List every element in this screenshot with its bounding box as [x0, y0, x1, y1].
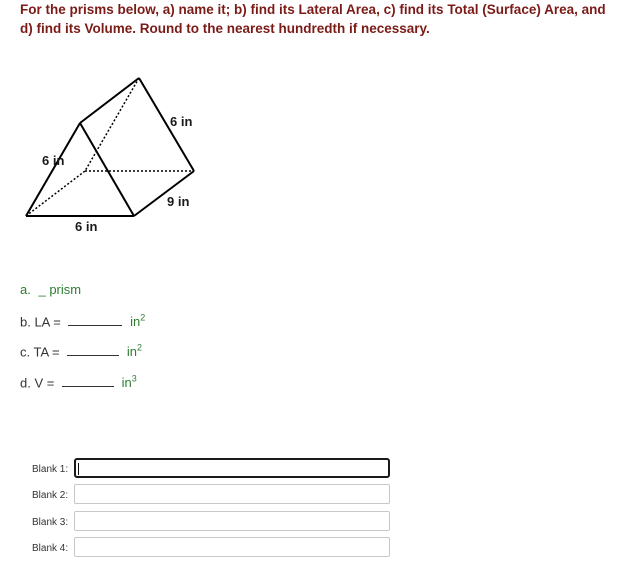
blank-4-input[interactable]	[74, 537, 390, 557]
answer-c-unit-text: in	[126, 344, 137, 360]
answer-c-unit	[127, 344, 142, 359]
blank-row-4	[0, 537, 400, 561]
answer-a-suffix: prism	[49, 282, 82, 297]
top-ridge-edge	[80, 78, 139, 123]
label-length: 9 in	[167, 194, 190, 209]
prompt-line-1: For the prisms below, a) name it; b) find its Lateral Area, c) find its Total (Surface) Area, and	[20, 2, 606, 17]
front-right-edge	[80, 123, 134, 216]
hidden-bottom-left-edge	[26, 171, 85, 216]
blank-row-2	[0, 484, 400, 508]
label-left-side: 6 in	[42, 153, 65, 168]
answer-d-blank-line	[62, 374, 114, 387]
text-caret	[78, 463, 79, 475]
blank-1-label: Blank 1:	[32, 464, 69, 475]
blank-1-input[interactable]	[74, 458, 390, 478]
answer-c-unit-exp: 2	[137, 343, 143, 353]
front-left-edge	[26, 123, 80, 216]
label-slant-side: 6 in	[170, 114, 193, 129]
answer-a-prefix: a.	[20, 282, 31, 297]
blank-3-input[interactable]	[74, 511, 390, 531]
blank-2-label: Blank 2:	[32, 490, 69, 501]
answer-a	[20, 282, 81, 297]
answer-c-prefix: c. TA =	[20, 344, 60, 360]
answer-d-prefix: d. V =	[20, 375, 55, 391]
blank-row-1	[0, 458, 400, 482]
answer-b	[20, 313, 145, 329]
answer-b-blank-line	[68, 313, 122, 326]
blank-4-label: Blank 4:	[32, 543, 69, 554]
hidden-back-left-edge	[85, 78, 139, 171]
answer-d	[20, 374, 137, 390]
answer-b-unit-exp: 2	[140, 313, 146, 323]
triangular-prism-figure	[0, 0, 618, 280]
answer-b-unit-text: in	[130, 314, 141, 330]
blank-2-input[interactable]	[74, 484, 390, 504]
blank-row-3	[0, 511, 400, 535]
answer-d-unit-exp: 3	[131, 374, 137, 384]
answer-d-unit	[122, 375, 137, 390]
answer-c	[20, 343, 142, 359]
answer-b-unit	[130, 314, 145, 329]
answer-d-unit-text: in	[121, 375, 132, 391]
prompt-line-2: d) find its Volume. Round to the nearest hundredth if necessary.	[20, 21, 430, 36]
label-bottom-side: 6 in	[75, 219, 98, 234]
answer-a-blank: _	[38, 282, 46, 297]
answer-b-prefix: b. LA =	[20, 314, 61, 330]
answer-c-blank-line	[67, 343, 119, 356]
blank-3-label: Blank 3:	[32, 517, 69, 528]
